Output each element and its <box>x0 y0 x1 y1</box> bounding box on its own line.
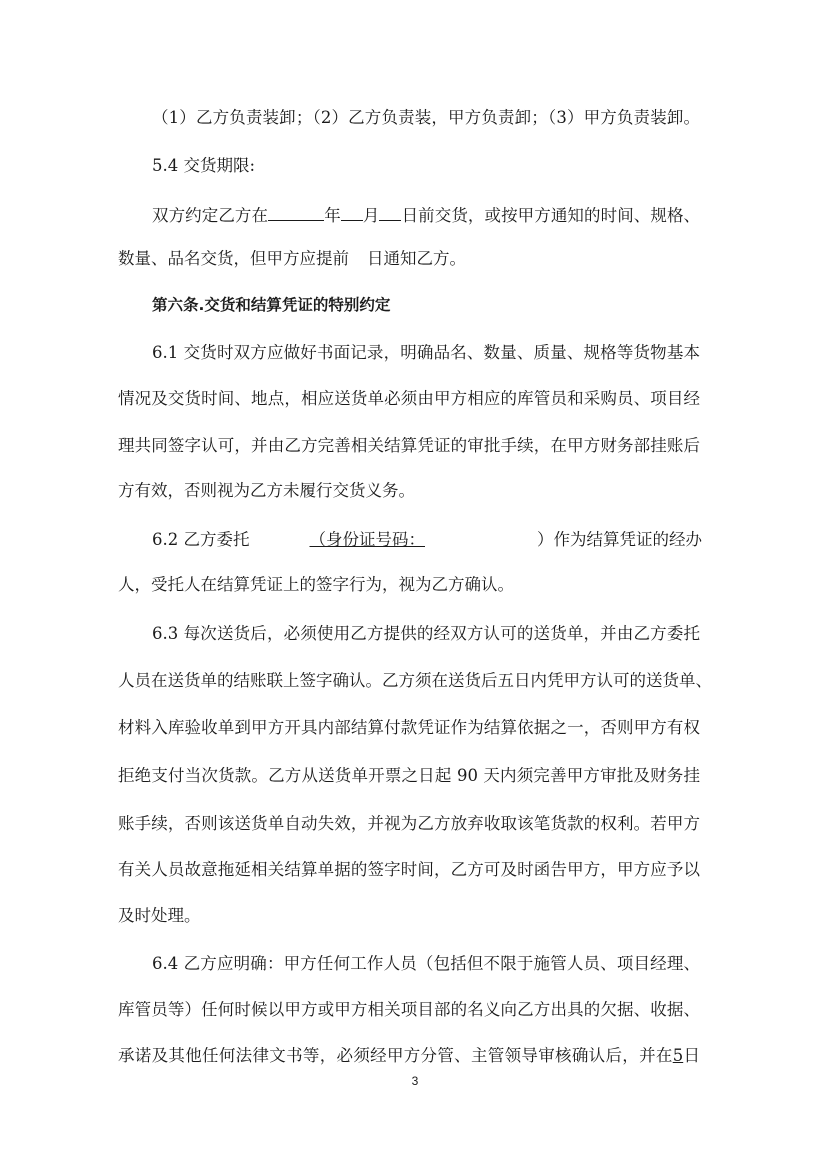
clause-5-3-options <box>152 106 700 130</box>
text: 6.3 每次送货后，必须使用乙方提供的经双方认可的送货单，并由乙方委托 <box>152 624 700 643</box>
text: 拒绝支付当次货款。乙方从送货单开票之日起 90 天内须完善甲方审批及财务挂 <box>118 766 700 785</box>
clause-6-1-line <box>118 387 700 411</box>
clause-6-2-line <box>152 528 700 552</box>
text: 方有效，否则视为乙方未履行交货义务。 <box>118 481 415 500</box>
text: 情况及交货时间、地点，相应送货单必须由甲方相应的库管员和采购员、项目经 <box>118 389 700 408</box>
text: 双方约定乙方在 <box>152 206 269 225</box>
text: 年 <box>324 206 341 225</box>
clause-6-3-line <box>118 764 700 788</box>
clause-6-3-line <box>118 716 700 740</box>
clause-6-1-line <box>152 341 700 365</box>
text: 及时处理。 <box>118 906 201 925</box>
text: 日通知乙方。 <box>367 249 466 268</box>
text: 日 <box>683 1046 701 1065</box>
text: 人，受托人在结算凭证上的签字行为，视为乙方确认。 <box>118 575 514 594</box>
clause-6-3-line <box>118 812 700 836</box>
text: 6.1 交货时双方应做好书面记录，明确品名、数量、质量、规格等货物基本 <box>152 343 700 362</box>
text: 库管员等）任何时候以甲方或甲方相关项目部的名义向乙方出具的欠据、收据、 <box>118 1000 700 1019</box>
text: 理共同签字认可，并由乙方完善相关结算凭证的审批手续，在甲方财务部挂账后 <box>118 436 700 455</box>
clause-5-4-line <box>118 247 700 271</box>
text: ）作为结算凭证的经办 <box>537 530 702 549</box>
day-blank[interactable] <box>379 202 401 221</box>
text: 5.4 交货期限: <box>152 156 256 175</box>
text: 月 <box>362 206 380 225</box>
clause-6-3-line <box>118 904 700 928</box>
clause-6-2-line <box>118 573 700 597</box>
text: 人员在送货单的结账联上签字确认。乙方须在送货后五日内凭甲方认可的送货单、 <box>118 671 712 690</box>
text: 第六条.交货和结算凭证的特别约定 <box>152 296 391 314</box>
article-6-heading <box>152 293 700 317</box>
text: 6.2 乙方委托 <box>152 530 250 549</box>
clause-6-4-line <box>118 1044 700 1068</box>
clause-6-4-line <box>118 998 700 1022</box>
clause-6-1-line <box>118 434 700 458</box>
year-blank[interactable] <box>268 202 324 221</box>
month-blank[interactable] <box>341 202 363 221</box>
text: 材料入库验收单到甲方开具内部结算付款凭证作为结算依据之一，否则甲方有权 <box>118 718 700 737</box>
text: （1）乙方负责装卸；（2）乙方负责装，甲方负责卸；（3）甲方负责装卸。 <box>152 108 700 127</box>
text: 日前交货，或按甲方通知的时间、规格、 <box>401 206 701 225</box>
clause-6-3-line <box>152 622 700 646</box>
text: 账手续，否则该送货单自动失效，并视为乙方放弃收取该笔货款的权利。若甲方 <box>118 814 700 833</box>
clause-6-1-line <box>118 479 700 503</box>
days-value: 5 <box>672 1046 684 1065</box>
text: （身份证号码： <box>309 530 425 549</box>
page-number: 3 <box>411 1074 419 1088</box>
clause-6-3-line <box>118 669 712 693</box>
clause-6-3-line <box>118 858 700 882</box>
agent-id-blank[interactable] <box>250 530 538 549</box>
text: 数量、品名交货，但甲方应提前 <box>118 249 349 268</box>
clause-5-4-heading <box>152 154 700 178</box>
text: 6.4 乙方应明确：甲方任何工作人员（包括但不限于施管人员、项目经理、 <box>152 954 700 973</box>
text: 承诺及其他任何法律文书等，必须经甲方分管、主管领导审核确认后，并在 <box>118 1046 673 1065</box>
clause-5-4-line <box>152 202 700 226</box>
text: 有关人员故意拖延相关结算单据的签字时间，乙方可及时函告甲方，甲方应予以 <box>118 860 700 879</box>
clause-6-4-line <box>152 952 700 976</box>
